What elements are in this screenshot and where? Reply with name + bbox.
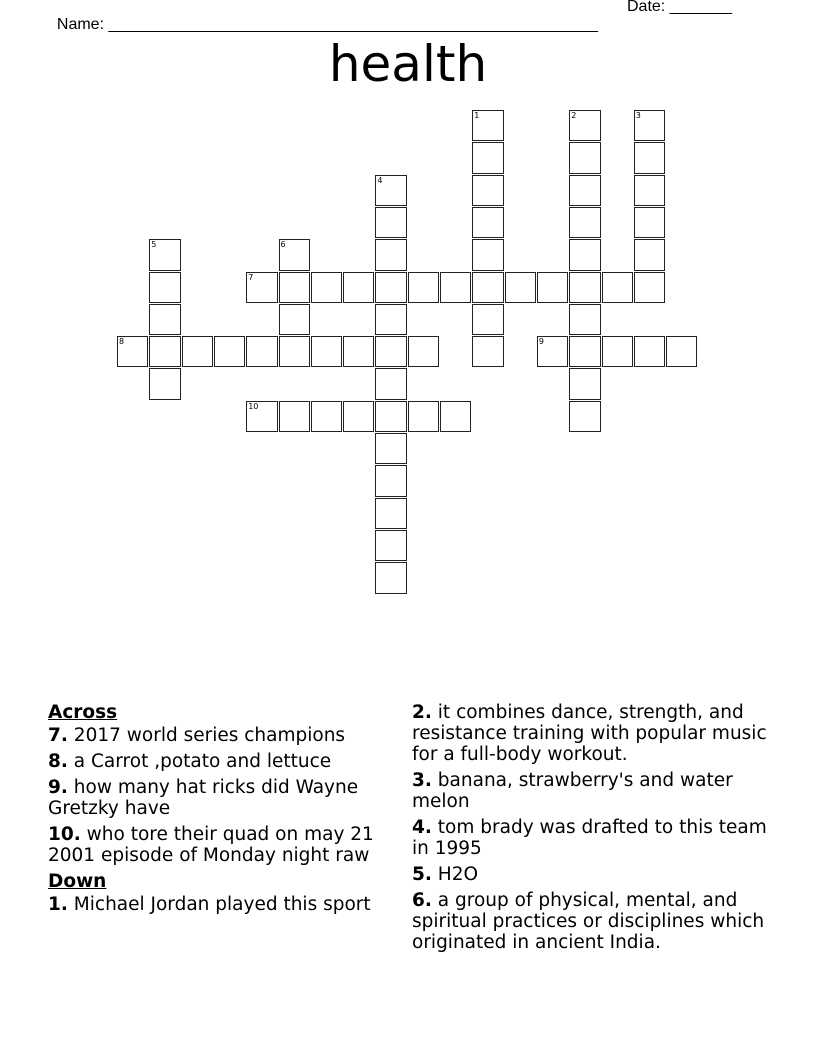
clues-right-column — [412, 702, 782, 958]
grid-cell[interactable] — [602, 272, 633, 303]
grid-cell[interactable] — [375, 401, 406, 432]
cell-number: 5 — [151, 240, 157, 250]
grid-cell[interactable] — [246, 336, 277, 367]
cell-number: 6 — [280, 240, 286, 250]
grid-cell[interactable] — [666, 336, 697, 367]
grid-cell[interactable] — [214, 336, 245, 367]
grid-cell[interactable] — [149, 304, 180, 335]
grid-cell[interactable] — [279, 272, 310, 303]
grid-cell[interactable] — [569, 368, 600, 399]
grid-cell[interactable] — [311, 336, 342, 367]
grid-cell[interactable] — [569, 175, 600, 206]
grid-cell[interactable] — [408, 401, 439, 432]
clue-across-10: 10. who tore their quad on may 21 2001 episode of Monday night raw — [48, 824, 374, 866]
grid-cell[interactable] — [149, 336, 180, 367]
grid-cell[interactable] — [472, 175, 503, 206]
grid-cell[interactable] — [279, 401, 310, 432]
grid-cell[interactable] — [375, 175, 406, 206]
down-heading: Down — [48, 871, 107, 892]
clue-across-9: 9. how many hat ricks did Wayne Gretzky have — [48, 777, 359, 819]
grid-cell[interactable] — [343, 272, 374, 303]
cell-number: 10 — [248, 401, 259, 411]
grid-cell[interactable] — [375, 433, 406, 464]
grid-cell[interactable] — [537, 336, 568, 367]
cell-number: 3 — [635, 111, 641, 120]
grid-cell[interactable] — [472, 336, 503, 367]
grid-cell[interactable] — [569, 142, 600, 173]
grid-cell[interactable] — [375, 336, 406, 367]
grid-cell[interactable] — [149, 239, 180, 270]
grid-cell[interactable] — [472, 142, 503, 173]
grid-cell[interactable] — [408, 336, 439, 367]
grid-cell[interactable] — [569, 272, 600, 303]
grid-cell[interactable] — [375, 239, 406, 270]
grid-cell[interactable] — [569, 239, 600, 270]
grid-cell[interactable] — [634, 272, 665, 303]
grid-cell[interactable] — [569, 336, 600, 367]
cell-number: 4 — [377, 175, 383, 185]
grid-cell[interactable] — [408, 272, 439, 303]
cell-number: 7 — [248, 272, 254, 282]
grid-cell[interactable] — [375, 304, 406, 335]
grid-cell[interactable] — [472, 272, 503, 303]
grid-cell[interactable] — [634, 239, 665, 270]
grid-cell[interactable] — [634, 175, 665, 206]
grid-cell[interactable] — [634, 110, 665, 141]
grid-cell[interactable] — [472, 110, 503, 141]
grid-cell[interactable] — [440, 401, 471, 432]
grid-cell[interactable] — [375, 272, 406, 303]
grid-cell[interactable] — [569, 401, 600, 432]
clue-down-1: 1. Michael Jordan played this sport — [48, 894, 371, 915]
grid-cell[interactable] — [279, 304, 310, 335]
grid-cell[interactable] — [472, 304, 503, 335]
date-field-label[interactable]: Date: _______ — [627, 0, 732, 15]
grid-cell[interactable] — [343, 401, 374, 432]
clue-down-5: 5. H2O — [412, 864, 479, 885]
grid-cell[interactable] — [375, 562, 406, 593]
grid-cell[interactable] — [182, 336, 213, 367]
across-heading: Across — [48, 702, 118, 723]
grid-cell[interactable] — [311, 272, 342, 303]
grid-cell[interactable] — [472, 239, 503, 270]
grid-cell[interactable] — [279, 239, 310, 270]
grid-cell[interactable] — [375, 368, 406, 399]
grid-cell[interactable] — [375, 207, 406, 238]
clue-down-2: 2. it combines dance, strength, and resistance training with popular music for a full-body workout. — [412, 702, 767, 765]
clue-down-6: 6. a group of physical, mental, and spiritual practices or disciplines which originated in ancient India. — [412, 890, 765, 953]
grid-cell[interactable] — [634, 207, 665, 238]
grid-cell[interactable] — [149, 272, 180, 303]
grid-cell[interactable] — [537, 272, 568, 303]
grid-cell[interactable] — [569, 207, 600, 238]
grid-cell[interactable] — [375, 498, 406, 529]
grid-cell[interactable] — [311, 401, 342, 432]
grid-cell[interactable] — [343, 336, 374, 367]
grid-cell[interactable] — [472, 207, 503, 238]
grid-cell[interactable] — [602, 336, 633, 367]
grid-cell[interactable] — [375, 530, 406, 561]
grid-cell[interactable] — [634, 142, 665, 173]
grid-cell[interactable] — [569, 110, 600, 141]
grid-cell[interactable] — [569, 304, 600, 335]
cell-number: 9 — [538, 337, 544, 347]
grid-cell[interactable] — [440, 272, 471, 303]
clue-across-7: 7. 2017 world series champions — [48, 725, 346, 746]
clue-down-3: 3. banana, strawberry's and water melon — [412, 770, 733, 812]
cell-number: 8 — [119, 337, 125, 347]
grid-cell[interactable] — [279, 336, 310, 367]
grid-cell[interactable] — [117, 336, 148, 367]
cell-number: 2 — [571, 111, 577, 120]
clues-left-column — [48, 702, 398, 920]
name-field-label[interactable]: Name: _______________________________________________________ — [56, 16, 598, 33]
cell-number: 1 — [474, 111, 480, 120]
grid-cell[interactable] — [634, 336, 665, 367]
grid-cell[interactable] — [246, 401, 277, 432]
grid-cell[interactable] — [375, 465, 406, 496]
clue-across-8: 8. a Carrot ,potato and lettuce — [48, 751, 332, 772]
grid-cell[interactable] — [505, 272, 536, 303]
grid-cell[interactable] — [149, 368, 180, 399]
grid-cell[interactable] — [246, 272, 277, 303]
clue-down-4: 4. tom brady was drafted to this team in 1995 — [412, 817, 767, 859]
page-title: health — [328, 35, 488, 93]
